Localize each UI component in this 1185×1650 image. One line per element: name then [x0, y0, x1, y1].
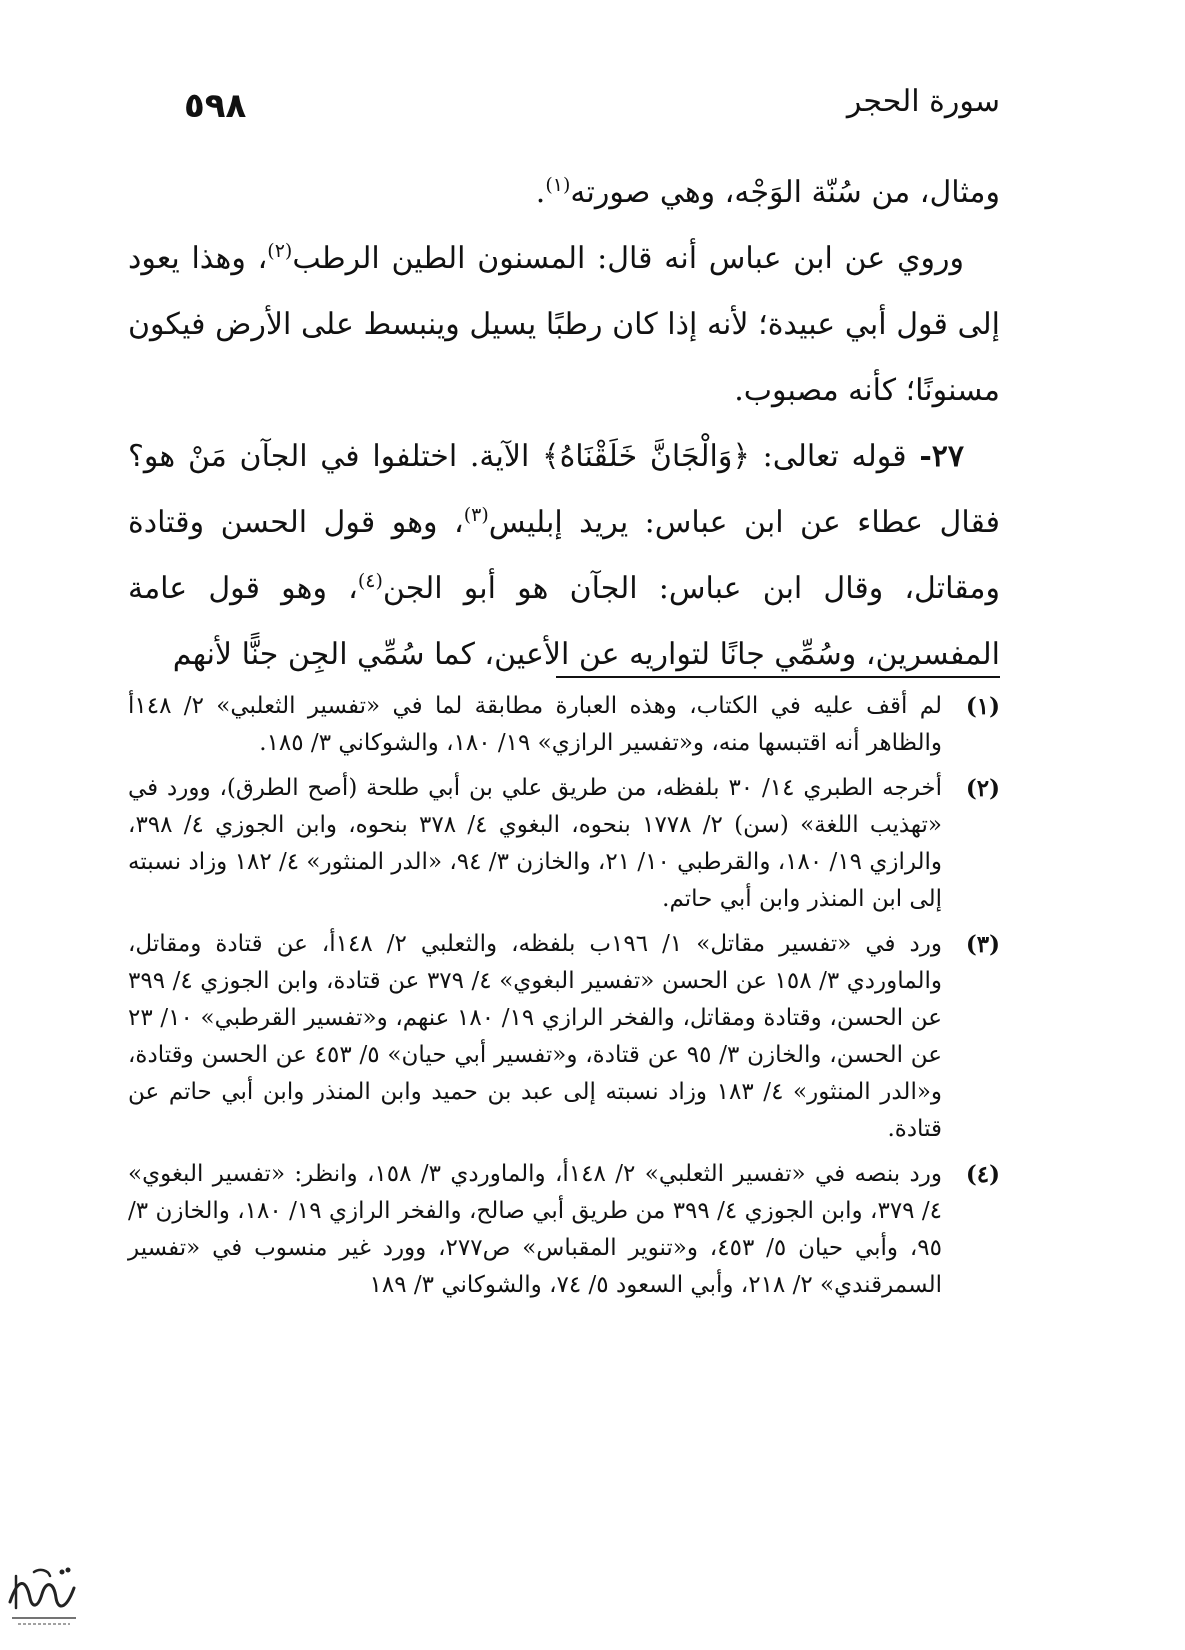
- paragraph-2-text-b: ، وهذا يعود إلى قول أبي عبيدة؛ لأنه إذا كان رطبًا يسيل وينبسط على الأرض فيكون مسنونًا؛ كأنه مصبوب.: [128, 241, 1000, 408]
- footnote-number: (٢): [965, 775, 1000, 802]
- paragraph-2: [128, 226, 1000, 424]
- footnote-3: [128, 926, 1000, 1148]
- footnote-text: لم أقف عليه في الكتاب، وهذه العبارة مطابقة لما في «تفسير الثعلبي» ٢/ ١٤٨أ والظاهر أنه اقتبسها منه، و«تفسير الرازي» ١٩/ ١٨٠، والشوكاني ٣/ ١٨٥.: [128, 693, 943, 756]
- paragraph-3-text-a: قوله تعالى: ﴿وَالْجَانَّ خَلَقْنَاهُ﴾ الآية. اختلفوا في الجآن مَنْ هو؟ فقال عطاء عن ابن عباس: يريد إبليس: [128, 439, 1000, 540]
- paragraph-2-text-a: وروي عن ابن عباس أنه قال: المسنون الطين الرطب: [292, 241, 964, 276]
- paragraph-1-text: ومثال، من سُنّة الوَجْه، وهي صورته: [570, 175, 1000, 210]
- running-title: سورة الحجر: [846, 84, 1000, 119]
- footnote-number: (٣): [965, 931, 1000, 958]
- paragraph-1: [128, 160, 1000, 226]
- footnote-ref-3[interactable]: (٣): [463, 504, 489, 526]
- watermark-logo: [4, 1558, 84, 1630]
- paragraph-3: [128, 424, 1000, 688]
- footnote-text: ورد بنصه في «تفسير الثعلبي» ٢/ ١٤٨أ، والماوردي ٣/ ١٥٨، وانظر: «تفسير البغوي» ٤/ ٣٧٩، وابن الجوزي ٤/ ٣٩٩ من طريق أبي صالح، والفخر الرازي ١٩/ ١٨٠، والخازن ٣/ ٩٥، وأبي حيان ٥/ ٤٥٣، و«تنوير المقباس» ص٢٧٧، وورد غير منسوب في «تفسير السمرقندي» ٢/ ٢١٨، وأبي السعود ٥/ ٧٤، والشوكاني ٣/ ١٨٩: [128, 1161, 943, 1298]
- footnote-ref-4[interactable]: (٤): [357, 570, 383, 592]
- page-number: ٥٩٨: [184, 86, 247, 126]
- main-text: [128, 160, 1000, 688]
- footnote-2: [128, 770, 1000, 918]
- footnotes: [128, 688, 1000, 1312]
- paragraph-3-text-c: ، وهو قول عامة المفسرين، وسُمِّي جانًا لتواريه عن الأعين، كما سُمِّي الجِن جنًّا لأنهم: [128, 571, 1000, 672]
- verse-number: ٢٧-: [919, 439, 964, 474]
- footnote-1: [128, 688, 1000, 762]
- footnote-ref-1[interactable]: (١): [545, 174, 571, 196]
- footnote-separator: [556, 676, 1000, 678]
- paragraph-1-end: .: [535, 175, 546, 210]
- footnote-ref-2[interactable]: (٢): [267, 240, 293, 262]
- footnote-number: (١): [965, 693, 1000, 720]
- page-header: [170, 82, 1000, 142]
- footnote-number: (٤): [965, 1161, 1000, 1188]
- watermark-logo-graphic: [4, 1558, 84, 1630]
- footnote-text: أخرجه الطبري ١٤/ ٣٠ بلفظه، من طريق علي بن أبي طلحة (أصح الطرق)، وورد في «تهذيب اللغة» (سن) ٢/ ١٧٧٨ بنحوه، البغوي ٤/ ٣٧٨ بنحوه، وابن الجوزي ٤/ ٣٩٨، والرازي ١٩/ ١٨٠، والقرطبي ١٠/ ٢١، والخازن ٣/ ٩٤، «الدر المنثور» ٤/ ١٨٢ وزاد نسبته إلى ابن المنذر وابن أبي حاتم.: [128, 775, 943, 912]
- footnote-4: [128, 1156, 1000, 1304]
- paragraph-3-text-b: ، وهو قول الحسن وقتادة ومقاتل، وقال ابن عباس: الجآن هو أبو الجن: [128, 505, 1000, 606]
- footnote-text: ورد في «تفسير مقاتل» ١/ ١٩٦ب بلفظه، والثعلبي ٢/ ١٤٨أ، عن قتادة ومقاتل، والماوردي ٣/ ١٥٨ عن الحسن «تفسير البغوي» ٤/ ٣٧٩ عن قتادة، وابن الجوزي ٤/ ٣٩٩ عن الحسن، وقتادة ومقاتل، والفخر الرازي ١٩/ ١٨٠ عنهم، و«تفسير القرطبي» ١٠/ ٢٣ عن الحسن، والخازن ٣/ ٩٥ عن قتادة، و«تفسير أبي حيان» ٥/ ٤٥٣ عن الحسن وقتادة، و«الدر المنثور» ٤/ ١٨٣ وزاد نسبته إلى عبد بن حميد وابن المنذر وابن أبي حاتم عن قتادة.: [128, 931, 943, 1142]
